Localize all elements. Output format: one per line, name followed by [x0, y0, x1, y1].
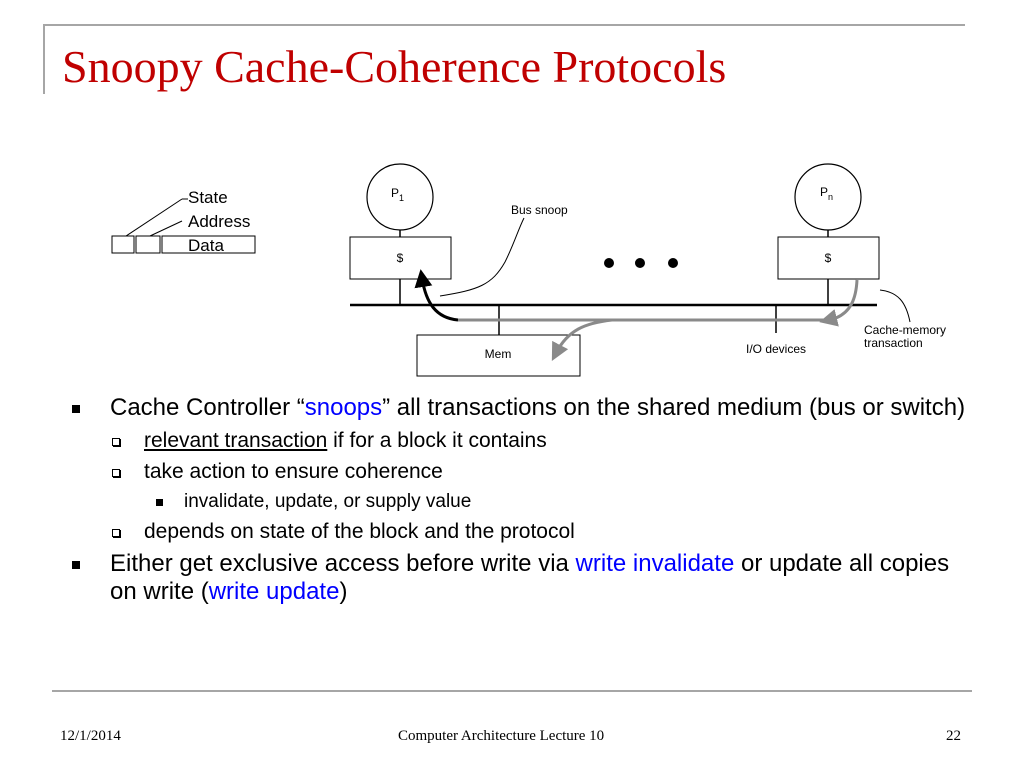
footer-course-title: Computer Architecture Lecture 10: [398, 728, 605, 744]
square-bullet-icon: [72, 405, 80, 413]
square-bullet-icon: [156, 499, 163, 506]
bullet-exclusive-access: Either get exclusive access before write via write invalidate or update all copies on write (write update): [72, 550, 972, 606]
cache-memory-callout-line: [880, 290, 910, 322]
processor-1-letter: P: [391, 186, 400, 200]
cache-1-label: $: [396, 251, 404, 265]
bus-snoop-callout-line: [440, 218, 524, 296]
hollow-square-bullet-icon: [112, 438, 120, 446]
cache-line-state-field: [112, 236, 134, 253]
hollow-square-bullet-icon: [112, 469, 120, 477]
write-update-highlight: write update: [208, 578, 340, 605]
processor-1: [367, 164, 433, 230]
snoop-arrow: [422, 278, 458, 320]
address-leader-line: [150, 221, 182, 236]
page-title: Snoopy Cache-Coherence Protocols: [62, 41, 727, 92]
relevant-transaction-underlined: relevant transaction: [144, 429, 328, 452]
cache-memory-label-line2: transaction: [864, 336, 923, 350]
bus-snoop-label: Bus snoop: [511, 203, 568, 217]
snoops-highlight: snoops: [304, 394, 383, 421]
bullet-relevant-transaction: relevant transaction if for a block it contains: [72, 428, 972, 454]
bullet-take-action: take action to ensure coherence: [72, 459, 972, 485]
address-label: Address: [188, 212, 251, 231]
state-leader-line: [126, 199, 182, 236]
ellipsis-dot-3: [668, 258, 678, 268]
cache-line-format: [112, 188, 255, 255]
hollow-square-bullet-icon: [112, 529, 120, 537]
processor-n-subscript: n: [828, 192, 834, 202]
state-label: State: [188, 188, 228, 207]
data-label: Data: [188, 236, 224, 255]
cache-n-label: $: [824, 251, 832, 265]
processor-1-subscript: 1: [399, 193, 405, 203]
bullet-list: [72, 394, 972, 612]
io-devices-label: I/O devices: [745, 342, 807, 356]
bullet-snoops: Cache Controller “snoops” all transactions on the shared medium (bus or switch): [72, 394, 972, 422]
cache-memory-label-line1: Cache-memory: [864, 323, 947, 337]
ellipsis-dot-2: [635, 258, 645, 268]
bullet-invalidate-update: invalidate, update, or supply value: [72, 490, 972, 514]
memory-label: Mem: [484, 347, 512, 361]
footer-page-number: 22: [946, 728, 961, 744]
cache-line-address-field: [136, 236, 160, 253]
footer-date: 12/1/2014: [60, 728, 121, 744]
processor-n: [795, 164, 861, 230]
ellipsis-dot-1: [604, 258, 614, 268]
square-bullet-icon: [72, 561, 80, 569]
write-invalidate-highlight: write invalidate: [575, 550, 735, 577]
cache-n-transaction-arrow: [828, 280, 857, 320]
processor-n-letter: P: [820, 185, 829, 199]
bullet-depends-on-state: depends on state of the block and the protocol: [72, 519, 972, 545]
